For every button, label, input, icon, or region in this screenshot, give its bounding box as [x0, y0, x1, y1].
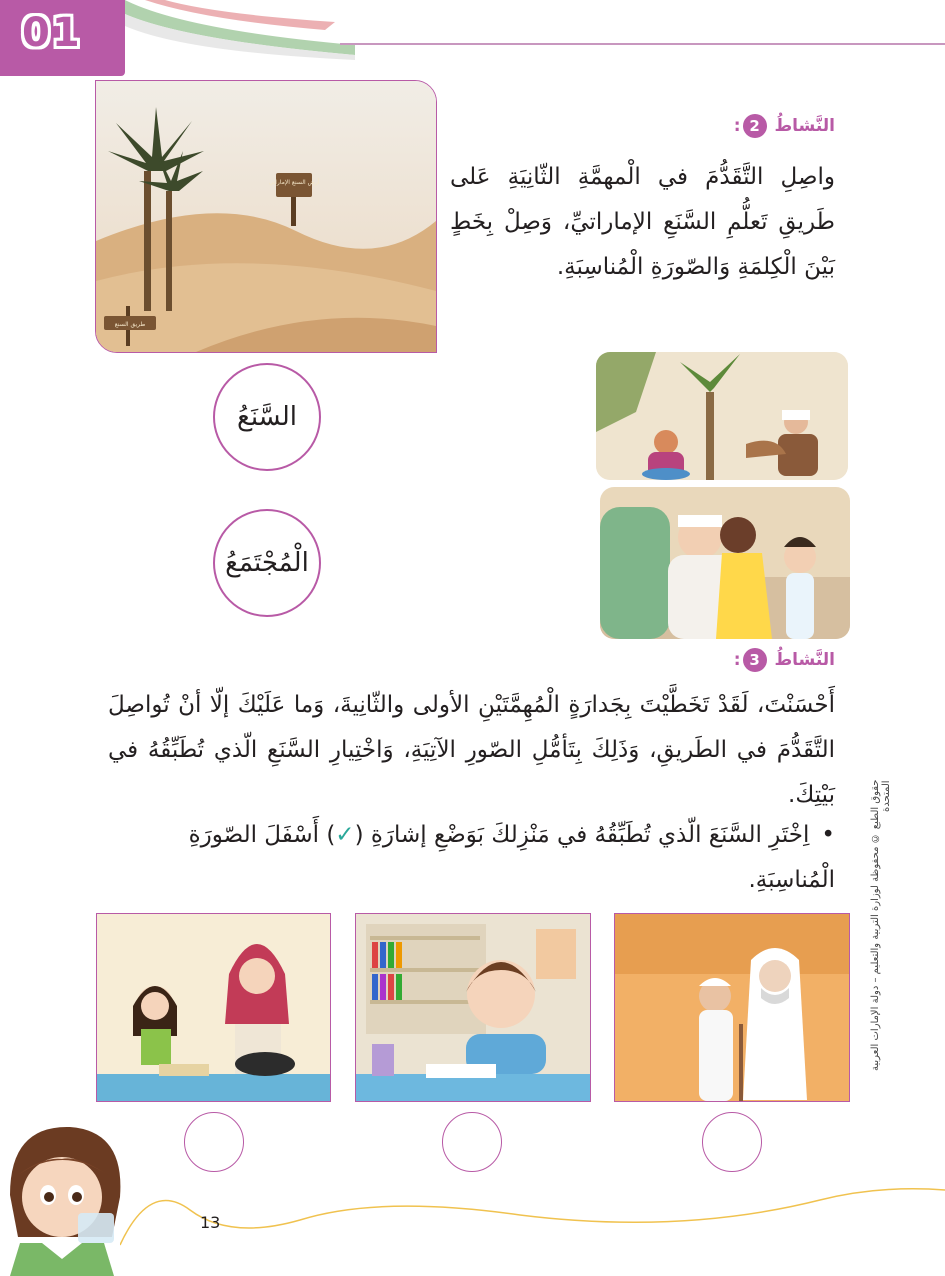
- studying-image[interactable]: [355, 913, 591, 1102]
- word-community: الْمُجْتَمَعُ: [225, 548, 309, 578]
- sign-bottom-text: طريق السنع: [114, 321, 146, 328]
- bullet-dot: •: [821, 822, 835, 848]
- activity3-number-badge: 3: [743, 648, 767, 672]
- word-circle-sanaa[interactable]: [213, 363, 321, 471]
- bullet-text-start: اِخْتَرِ السَّنَعَ الّذي تُطَبِّقُهُ في مَنْزِلكَ بَوَضْعِ إشارَةِ (: [354, 822, 810, 848]
- footer-wave-decoration: [120, 1150, 945, 1250]
- cooking-image[interactable]: [96, 913, 331, 1102]
- bullet-text-end: ) أَسْفَلَ الصّورَةِ الْمُناسِبَةِ.: [188, 822, 835, 893]
- flag-ribbon-decoration: [125, 0, 355, 60]
- activity2-text: واصِلِ التَّقَدُّمَ في الْمهمَّةِ الثّانِيَةِ عَلى طَريقِ تَعلُّمِ السَّنَعِ الإماراتيِّ، وَصِلْ بِخَطٍ بَيْنَ الْكِلمَةِ وَالصّورَةِ الْمُناسِبَةِ.: [450, 164, 835, 280]
- word-circle-community[interactable]: [213, 509, 321, 617]
- activity2-heading: النَّشاطُ 2:: [733, 116, 835, 136]
- activity3-bullet: [108, 813, 835, 903]
- copyright-text: حقوق الطبع © محفوظة لوزارة التربية والتعليم – دولة الإمارات العربية المتحدة: [870, 780, 892, 1072]
- check-icon: ✓: [335, 822, 355, 848]
- grandparent-family-image[interactable]: [600, 487, 850, 639]
- desert-photo: [95, 80, 437, 353]
- sign-top-text: أرض السنع الإماراتي: [268, 179, 320, 186]
- activity2-label: النَّشاطُ: [774, 116, 835, 136]
- unit-number: 01: [22, 10, 82, 56]
- activity3-heading: النَّشاطُ 3:: [733, 650, 835, 670]
- header-rule: [340, 43, 945, 45]
- respect-elders-image[interactable]: [614, 913, 850, 1102]
- word-sanaa: السَّنَعُ: [236, 402, 298, 432]
- unit-tab: [0, 0, 125, 76]
- activity3-label: النَّشاطُ: [774, 650, 835, 670]
- community-crafts-image[interactable]: [596, 352, 848, 480]
- activity3-text: أَحْسَنْتَ، لَقَدْ تَخَطَّيْتَ بِجَدارَةٍ الْمُهِمَّتَيْنِ الأولى والثّانِيةَ، وَما عَلَيْكَ إلّا أنْ تُواصِلَ التَّقَدُّمَ في الطَريقِ، وَذَلِكَ بِتَأمُّلِ الصّورِ الآتِيَةِ، وَاخْتِيارِ السَّنَعِ الّذي تُطَبِّقُهُ في بَيْتِكَ.: [108, 692, 835, 808]
- page-number: 13: [200, 1213, 221, 1232]
- activity2-number-badge: 2: [743, 114, 767, 138]
- girl-drinking-illustration: [0, 1125, 130, 1276]
